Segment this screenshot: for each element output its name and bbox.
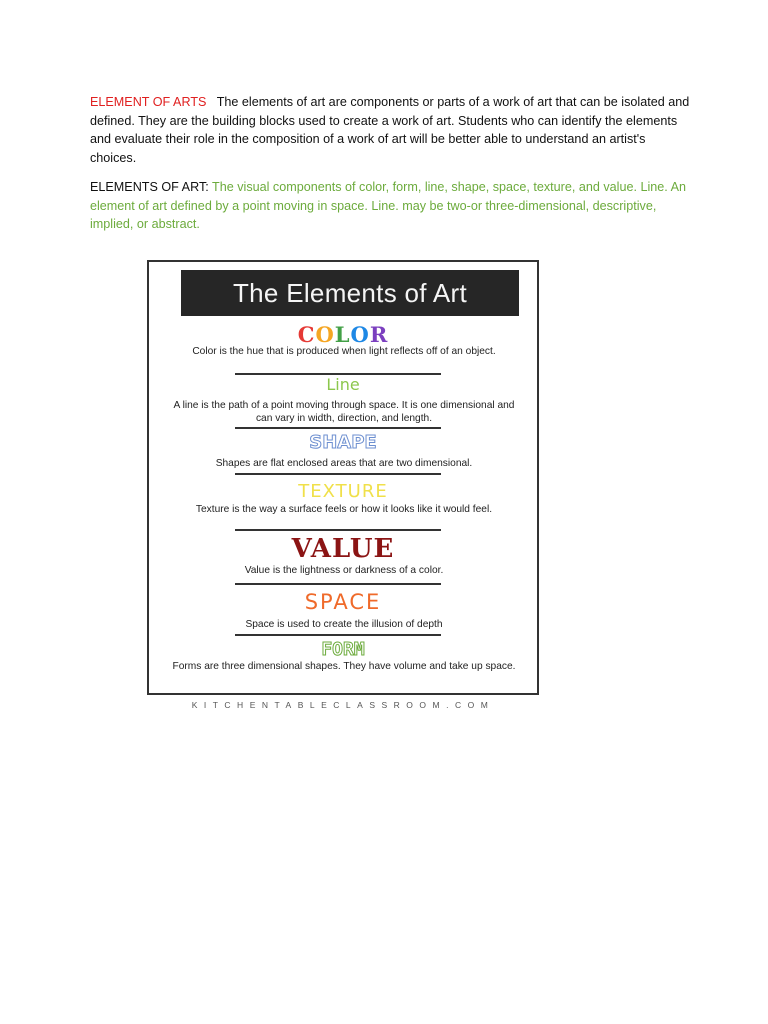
intro-label: ELEMENT OF ARTS [90, 95, 207, 109]
color-letter: C [297, 322, 316, 347]
divider [235, 473, 441, 475]
divider [235, 583, 441, 585]
value-description: Value is the lightness or darkness of a color. [244, 565, 444, 576]
color-heading [149, 322, 537, 347]
color-description: Color is the hue that is produced when light reflects off of an object. [192, 346, 496, 357]
poster-title: The Elements of Art [181, 270, 519, 316]
intro-paragraph [90, 93, 690, 167]
value-heading: VALUE [291, 534, 395, 564]
color-letter: O [350, 322, 370, 347]
elements-of-art-poster [147, 260, 539, 695]
color-letter: R [369, 322, 389, 347]
divider [235, 634, 441, 636]
line-description: A line is the path of a point moving through space. It is one dimensional and can vary in width, direction, and length. [173, 400, 515, 424]
definition-text: The visual components of color, form, line, shape, space, texture, and value. Line. An element of art defined by a point moving in space. Line. may be two-or three-dimensional, descriptive, implied, or abstract. [90, 180, 686, 231]
poster-source-credit: KITCHENTABLECLASSROOM.COM [191, 700, 495, 710]
form-description: Forms are three dimensional shapes. They have volume and take up space. [172, 661, 516, 672]
divider [235, 427, 441, 429]
divider [235, 529, 441, 531]
color-letter: L [334, 322, 351, 347]
texture-description: Texture is the way a surface feels or how it looks like it would feel. [195, 504, 493, 515]
definition-label: ELEMENTS OF ART: [90, 180, 209, 194]
definition-paragraph [90, 178, 690, 234]
space-description: Space is used to create the illusion of depth [245, 619, 443, 630]
texture-heading: TEXTURE [298, 481, 388, 502]
form-heading: FORM [321, 639, 365, 660]
line-heading: Line [326, 375, 360, 394]
intro-text: The elements of art are components or parts of a work of art that can be isolated and defined. They are the building blocks used to create a work of art. Students who can identify the elements and evaluate their role in the composition of a work of art will be better able to understand an artist's choices. [90, 95, 690, 165]
color-letter: O [315, 322, 335, 347]
shape-heading: SHAPE [309, 432, 377, 453]
space-heading: SPACE [304, 590, 382, 614]
shape-description: Shapes are flat enclosed areas that are two dimensional. [215, 458, 473, 469]
